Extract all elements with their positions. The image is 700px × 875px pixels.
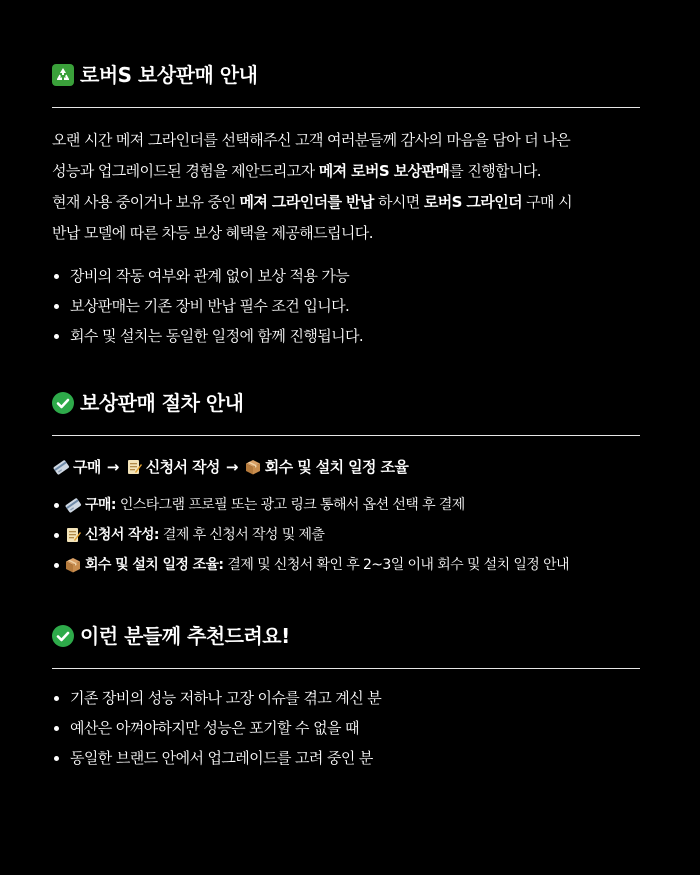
section3-bullets [52,683,640,773]
step-description: 결제 및 신청서 확인 후 2~3일 이내 회수 및 설치 일정 안내 [227,557,569,573]
flow-step-label: 구매 [73,458,101,476]
procedure-step [52,520,640,550]
section3-title: 이런 분들께 추천드려요! [80,624,290,648]
flow-step-label: 신청서 작성 [145,458,220,476]
list-item: 회수 및 설치는 동일한 일정에 함께 진행됩니다. [52,321,640,351]
body-text: 성능과 업그레이드된 경험을 제안드리고자 [52,162,319,180]
section1-bullets [52,261,640,351]
form-icon [125,458,143,476]
form-icon [64,526,82,544]
procedure-steps [52,490,640,580]
step-label: 회수 및 설치 일정 조율: [85,557,224,573]
list-item: 예산은 아껴야하지만 성능은 포기할 수 없을 때 [52,713,640,743]
body-text: 오랜 시간 메져 그라인더를 선택해주신 고객 여러분들께 감사의 마음을 담아 더 나은 [52,131,571,149]
list-item: 장비의 작동 여부와 관계 없이 보상 적용 가능 [52,261,640,291]
flow-step-label: 회수 및 설치 일정 조율 [264,458,409,476]
step-description: 결제 후 신청서 작성 및 제출 [162,527,325,543]
list-item: 기존 장비의 성능 저하나 고장 이슈를 겪고 계신 분 [52,683,640,713]
check-circle-icon [52,392,74,414]
procedure-step [52,550,640,580]
section2-title: 보상판매 절차 안내 [80,391,244,415]
intro-paragraph [52,125,640,249]
body-text: 를 진행합니다. [449,162,541,180]
emphasis-text: 메져 로버S 보상판매 [318,162,450,180]
divider [52,107,640,108]
list-item: 보상판매는 기존 장비 반납 필수 조건 입니다. [52,291,640,321]
procedure-step [52,490,640,520]
divider [52,668,640,669]
procedure-flow [52,456,640,477]
card-icon [52,458,70,476]
divider [52,435,640,436]
intro-line [52,218,640,249]
check-circle-icon [52,625,74,647]
step-label: 신청서 작성: [85,527,159,543]
recycle-icon [52,64,74,86]
intro-line [52,187,640,218]
section2-heading [52,389,640,417]
package-icon [244,458,262,476]
step-label: 구매: [85,497,116,513]
emphasis-text: 로버S 그라인더 [423,193,522,211]
body-text: 하시면 [373,193,424,211]
body-text: 구매 시 [521,193,572,211]
section1-title: 로버S 보상판매 안내 [80,63,258,87]
body-text: 반납 모델에 따른 차등 보상 혜택을 제공해드립니다. [52,224,373,242]
arrow-right-icon: → [225,457,238,476]
list-item: 동일한 브랜드 안에서 업그레이드를 고려 중인 분 [52,743,640,773]
body-text: 현재 사용 중이거나 보유 중인 [52,193,240,211]
section1-heading [52,61,640,89]
package-icon [64,556,82,574]
intro-line [52,125,640,156]
intro-line [52,156,640,187]
section3-heading [52,622,640,650]
arrow-right-icon: → [106,457,119,476]
step-description: 인스타그램 프로필 또는 광고 링크 통해서 옵션 선택 후 결제 [119,497,465,513]
emphasis-text: 메져 그라인더를 반납 [239,193,374,211]
card-icon [64,496,82,514]
content [52,0,640,773]
